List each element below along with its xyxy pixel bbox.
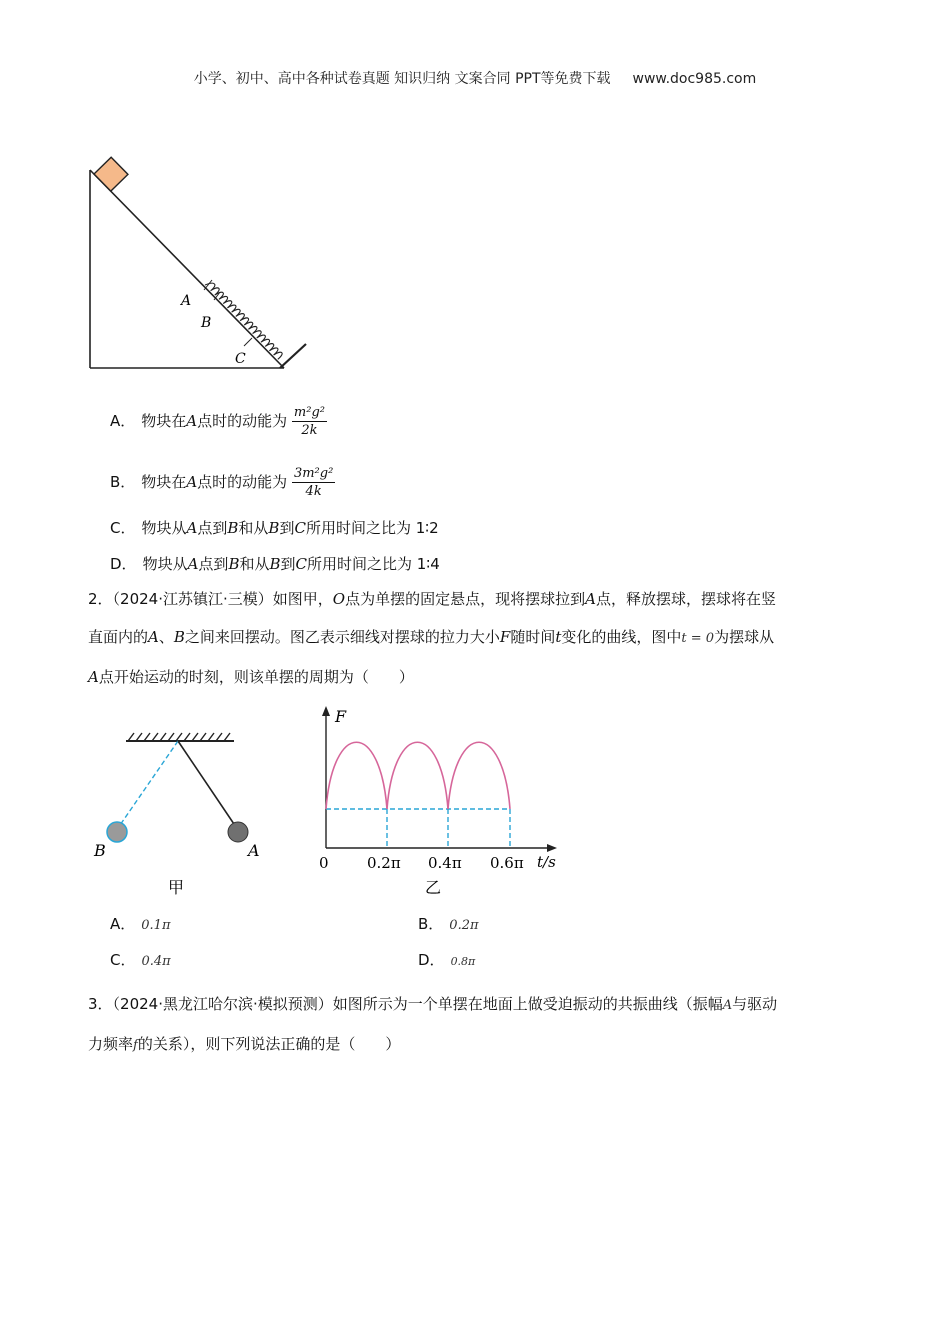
y-axis-label: F [335, 707, 347, 726]
header-slogan: 小学、初中、高中各种试卷真题 知识归纳 文案合同 PPT等免费下载 [193, 71, 611, 87]
q1-option-d[interactable]: D． 物块从A点到B和从B到C所用时间之比为 1∶4 [110, 555, 440, 573]
label-b: B [201, 315, 212, 331]
q2-option-a[interactable]: A． 0.1π [110, 915, 171, 933]
string-position-a [178, 741, 236, 827]
ball-b [107, 822, 127, 842]
q3-stem [88, 985, 868, 1065]
x-axis-label: t/s [537, 853, 556, 871]
tick-label-1: 0.2π [367, 854, 401, 872]
force-time-graph [305, 700, 570, 900]
page-header [0, 68, 950, 88]
header-url[interactable]: www.doc985.com [632, 71, 757, 87]
q2-option-d[interactable]: D． 0.8π [418, 951, 476, 969]
force-arch-3 [448, 742, 510, 809]
block [94, 157, 128, 191]
q2-stem [88, 580, 868, 696]
force-arch-2 [387, 742, 448, 809]
tick-label-0: 0 [319, 854, 329, 872]
q1-option-b[interactable]: B． 物块在A点时的动能为 $\frac{\text{3m²g²}}{4k}$ [110, 466, 334, 499]
incline-slope [90, 170, 284, 368]
q2-line-2: 直面内的A、B之间来回摆动。图乙表示细线对摆球的拉力大小F随时间t变化的曲线，图中t = 0为摆球从 [88, 628, 775, 646]
string-position-b [118, 741, 178, 828]
label-b: B [94, 841, 106, 860]
q3-line-2: 力频率f的关系），则下列说法正确的是（ ） [88, 1035, 401, 1053]
caption-yi: 乙 [425, 878, 442, 897]
caption-jia: 甲 [168, 878, 185, 897]
pendulum-figure [88, 725, 258, 900]
q2-line-3: A点开始运动的时刻，则该单摆的周期为（ ） [88, 668, 414, 686]
q2-option-c[interactable]: C． 0.4π [110, 951, 171, 969]
force-arch-1 [326, 742, 387, 809]
spring [205, 280, 283, 360]
spring-stop-plate [280, 344, 306, 368]
label-a: A [248, 841, 260, 860]
q2-line-1: 2．（2024·江苏镇江·三模）如图甲，O点为单摆的固定悬点，现将摆球拉到A点，释放摆球，摆球将在竖 [88, 590, 776, 608]
fraction: $\frac{\text{3m²g²}}{4k}$ [293, 466, 334, 499]
tick-label-3: 0.6π [490, 854, 524, 872]
tick-label-2: 0.4π [428, 854, 462, 872]
q1-option-c[interactable]: C． 物块从A点到B和从B到C所用时间之比为 1∶2 [110, 519, 439, 537]
q2-option-b[interactable]: B． 0.2π [418, 915, 479, 933]
q3-line-1: 3．（2024·黑龙江哈尔滨·模拟预测）如图所示为一个单摆在地面上做受迫振动的共振曲线（振幅A与驱动 [88, 995, 778, 1013]
label-a: A [181, 293, 192, 309]
incline-spring-figure [80, 150, 320, 380]
label-c: C [235, 351, 246, 367]
ball-a [228, 822, 248, 842]
fraction: $\frac{\text{m²g²}}{2k}$ [293, 405, 325, 438]
q1-option-a[interactable]: A． 物块在A点时的动能为 $\frac{\text{m²g²}}{2k}$ [110, 405, 325, 438]
